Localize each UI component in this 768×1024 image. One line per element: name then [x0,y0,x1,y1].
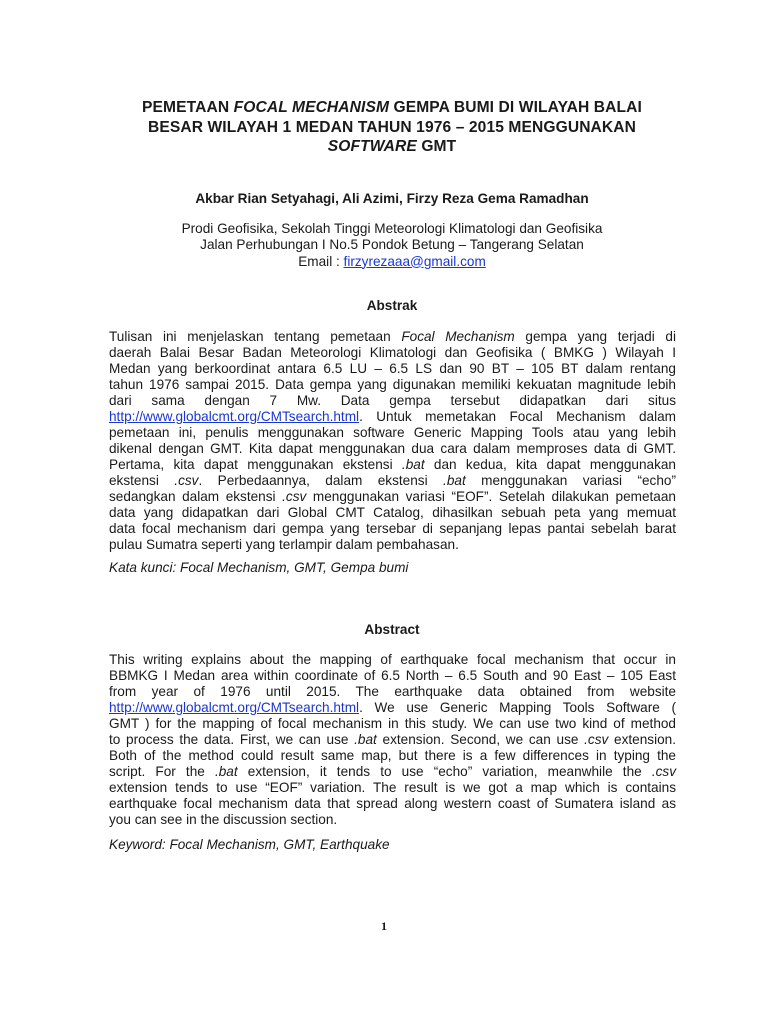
text-run: data focal mechanism dari gempa yang tersebar di sepanjang lepas pantai sebelah barat [109,521,676,536]
text-run: you can see in the discussion section. [109,812,338,827]
abstract-keywords [109,837,676,853]
italic-run: .bat [443,473,466,488]
paper-title [108,98,676,157]
text-run: dari sama dengan 7 Mw. Data gempa tersebut didapatkan dari situs [109,393,676,408]
keyword-values: : Focal Mechanism, GMT, Earthquake [161,837,390,852]
text-run: data yang didapatkan dari Global CMT Catalog, dihasilkan sebuah peta yang memuat [109,505,676,520]
page-number: 1 [381,919,387,933]
italic-run: .csv [651,764,676,779]
abstrak-body [109,329,676,553]
paragraph-line [109,537,676,553]
italic-run: .bat [354,732,377,747]
text-run: . We use Generic Mapping Tools Software ( [359,700,676,715]
italic-run: .csv [282,489,307,504]
text-run: extension, it tends to use “echo” variation, meanwhile the [237,764,652,779]
paragraph-line [109,716,676,732]
paragraph-line [109,748,676,764]
italic-run: .csv [174,473,199,488]
affiliation [108,221,676,270]
email-link[interactable]: firzyrezaaa@gmail.com [343,253,486,269]
text-run: dikenal dengan GMT. Kita dapat menggunakan dua cara dalam memproses data di GMT. [109,441,676,456]
title-line-1-italic: FOCAL MECHANISM [233,99,390,116]
paragraph-line [109,473,676,489]
paragraph-line [109,684,676,700]
text-run: daerah Balai Besar Badan Meteorologi Klimatologi dan Geofisika ( BMKG ) Wilayah I [109,345,676,360]
text-run: to process the data. First, we can use [109,732,355,747]
italic-run: .bat [401,457,425,472]
text-run: extension. Second, we can use [376,732,585,747]
text-run: script. For the [109,764,215,779]
italic-run: Focal Mechanism [401,329,515,344]
abstract-body [109,652,676,828]
title-line-2: BESAR WILAYAH 1 MEDAN TAHUN 1976 – 2015 MENGGUNAKAN [147,118,637,136]
text-run: . Perbedaannya, dalam ekstensi [198,473,444,488]
text-run: ekstensi [109,473,175,488]
paragraph-line [109,652,676,668]
paragraph-line [109,345,676,361]
email-line [108,254,676,270]
paragraph-line [109,780,676,796]
italic-run: .csv [584,732,609,747]
paragraph-line [109,668,676,684]
abstrak-keywords: Kata kunci: Focal Mechanism, GMT, Gempa bumi [109,560,409,575]
paragraph-line [109,329,676,345]
email-label: Email : [298,253,344,269]
paragraph-line [109,796,676,812]
text-run: BBMKG I Medan area within coordinate of 6.5 North – 6.5 South and 90 East – 105 East [109,668,676,683]
text-run: from year of 1976 until 2015. The earthquake data obtained from website [109,684,676,699]
url-link[interactable]: http://www.globalcmt.org/CMTsearch.html [109,700,360,715]
text-run: gempa yang terjadi di [514,329,676,344]
paragraph-line [109,764,676,780]
paragraph-line [109,812,676,828]
author-list: Akbar Rian Setyahagi, Ali Azimi, Firzy Reza Gema Ramadhan [195,191,589,206]
text-run: sedangkan dalam ekstensi [109,489,283,504]
url-link[interactable]: http://www.globalcmt.org/CMTsearch.html [109,409,360,424]
abstract-heading: Abstract [364,622,420,637]
title-line-1-post: GEMPA BUMI DI WILAYAH BALAI [389,99,642,116]
paragraph-line [109,361,676,377]
title-line-3-post: GMT [416,138,457,156]
keyword-label: Keyword [109,837,162,852]
italic-run: .bat [214,764,238,779]
affiliation-line-1: Prodi Geofisika, Sekolah Tinggi Meteorologi Klimatologi dan Geofisika [181,221,603,236]
text-run: Pertama, kita dapat menggunakan ekstensi [109,457,402,472]
paragraph-line [109,732,676,748]
paragraph-line [109,505,676,521]
paragraph-line [109,377,676,393]
paragraph-line [109,409,676,425]
affiliation-line-2: Jalan Perhubungan I No.5 Pondok Betung – Tangerang Selatan [200,237,584,253]
paragraph-line [109,441,676,457]
text-run: pemetaan ini, penulis menggunakan software Generic Mapping Tools atau yang lebih [109,425,676,440]
text-run: earthquake focal mechanism data that spread along western coast of Sumatera island as [109,796,676,811]
paragraph-line [109,425,676,441]
text-run: Both of the method could result same map, but there is a few differences in typing the [109,748,676,763]
text-run: dan kedua, kita dapat menggunakan [424,457,676,472]
paragraph-line [109,457,676,473]
text-run: . Untuk memetakan Focal Mechanism dalam [359,409,676,424]
text-run: Tulisan ini menjelaskan tentang pemetaan [109,329,402,344]
title-line-1-pre: PEMETAAN [142,99,234,116]
text-run: Medan yang berkoordinat antara 6.5 LU – 6.5 LS dan 90 BT – 105 BT dalam rentang [109,361,676,376]
paragraph-line [109,393,676,409]
title-line-3-italic: SOFTWARE [327,138,417,156]
text-run: pulau Sumatra seperti yang terlampir dalam pembahasan. [109,537,459,552]
abstrak-heading: Abstrak [366,298,418,313]
text-run: extension tends to use “EOF” variation. The result is we got a map which is contains [109,780,676,795]
paragraph-line [109,700,676,716]
text-run: extension. [608,732,676,747]
text-run: GMT ) for the mapping of focal mechanism in this study. We can use two kind of method [109,716,676,731]
text-run: This writing explains about the mapping of earthquake focal mechanism that occur in [109,652,676,667]
text-run: menggunakan variasi “echo” [465,473,676,488]
text-run: menggunakan variasi “EOF”. Setelah dilakukan pemetaan [306,489,676,504]
paragraph-line [109,521,676,537]
paragraph-line [109,489,676,505]
text-run: tahun 1976 sampai 2015. Data gempa yang digunakan memiliki kekuatan magnitude lebih [109,377,676,392]
